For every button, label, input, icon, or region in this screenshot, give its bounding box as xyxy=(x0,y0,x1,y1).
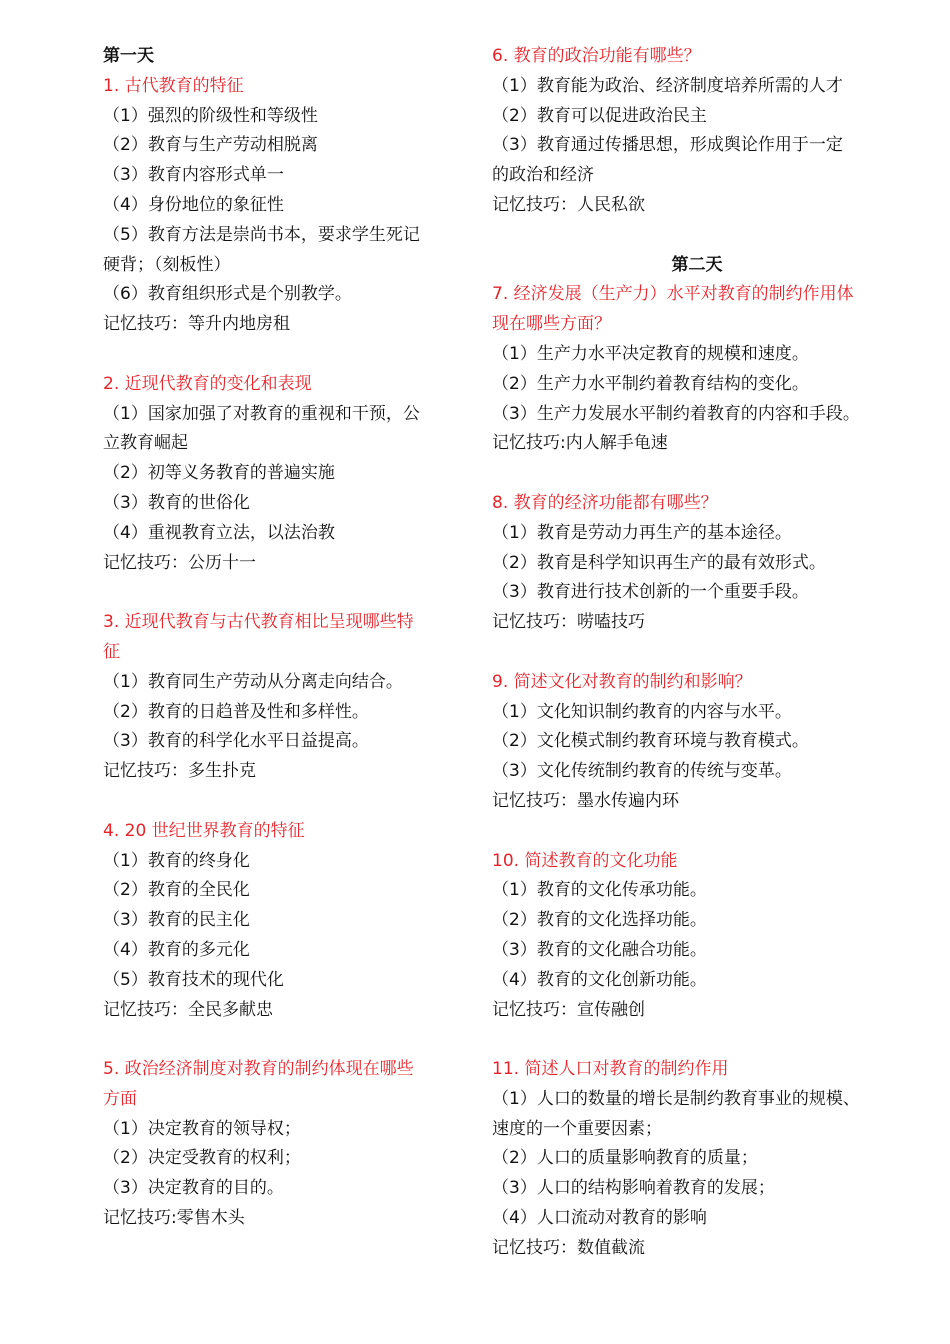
answer-line: （2）教育的日趋普及性和多样性。 xyxy=(103,701,369,722)
answer-line: （2）教育是科学知识再生产的最有效形式。 xyxy=(492,552,826,573)
question-heading: 4. 20 世纪世界教育的特征 xyxy=(103,820,305,841)
answer-line: （1）强烈的阶级性和等级性 xyxy=(103,105,318,126)
answer-line: （3）教育进行技术创新的一个重要手段。 xyxy=(492,582,809,603)
answer-line: （3）教育的世俗化 xyxy=(103,492,250,513)
answer-line: （3）文化传统制约教育的传统与变革。 xyxy=(492,761,792,782)
answer-line: 记忆技巧：墨水传遍内环 xyxy=(492,790,679,811)
answer-line: （1）生产力水平决定教育的规模和速度。 xyxy=(492,343,809,364)
answer-line: 立教育崛起 xyxy=(103,433,188,454)
answer-line: （2）初等义务教育的普遍实施 xyxy=(103,463,335,484)
answer-line: 记忆技巧：多生扑克 xyxy=(103,761,256,782)
answer-line: （1）教育的终身化 xyxy=(103,850,250,871)
answer-line: （6）教育组织形式是个别教学。 xyxy=(103,284,352,305)
answer-line: （1）教育是劳动力再生产的基本途径。 xyxy=(492,522,792,543)
answer-line: （4）教育的多元化 xyxy=(103,939,250,960)
answer-line: （2）教育可以促进政治民主 xyxy=(492,105,707,126)
answer-line: （1）教育同生产劳动从分离走向结合。 xyxy=(103,671,403,692)
left-column xyxy=(103,42,465,1234)
answer-line: （3）教育的科学化水平日益提高。 xyxy=(103,731,369,752)
answer-line: （3）教育的民主化 xyxy=(103,910,250,931)
spacer xyxy=(103,1025,465,1055)
answer-line: 记忆技巧：人民私欲 xyxy=(492,194,645,215)
spacer xyxy=(492,459,902,489)
question-heading: 5. 政治经济制度对教育的制约体现在哪些 xyxy=(103,1059,414,1080)
question-heading: 2. 近现代教育的变化和表现 xyxy=(103,373,312,394)
answer-line: （2）教育的全民化 xyxy=(103,880,250,901)
answer-line: 速度的一个重要因素； xyxy=(492,1118,662,1139)
question-heading: 3. 近现代教育与古代教育相比呈现哪些特 xyxy=(103,612,414,633)
answer-line: 记忆技巧：数值截流 xyxy=(492,1237,645,1258)
answer-line: （3）教育内容形式单一 xyxy=(103,165,284,186)
answer-line: （2）生产力水平制约着教育结构的变化。 xyxy=(492,373,809,394)
answer-line: （2）决定受教育的权利； xyxy=(103,1148,301,1169)
answer-line: 记忆技巧：等升内地房租 xyxy=(103,314,290,335)
answer-line: （2）文化模式制约教育环境与教育模式。 xyxy=(492,731,809,752)
answer-line: （5）教育技术的现代化 xyxy=(103,969,284,990)
question-heading: 8. 教育的经济功能都有哪些？ xyxy=(492,492,718,513)
answer-line: （4）人口流动对教育的影响 xyxy=(492,1208,707,1229)
question-heading: 7. 经济发展（生产力）水平对教育的制约作用体 xyxy=(492,284,854,305)
right-column xyxy=(492,42,902,1264)
answer-line: 记忆技巧:内人解手龟速 xyxy=(492,433,668,454)
answer-line: 记忆技巧：唠嗑技巧 xyxy=(492,612,645,633)
answer-line: 的政治和经济 xyxy=(492,165,594,186)
answer-line: 记忆技巧：公历十一 xyxy=(103,552,256,573)
answer-line: 硬背；（刻板性） xyxy=(103,254,231,275)
spacer xyxy=(492,817,902,847)
answer-line: （1）教育的文化传承功能。 xyxy=(492,880,707,901)
answer-line: （1）教育能为政治、经济制度培养所需的人才 xyxy=(492,75,843,96)
spacer xyxy=(103,787,465,817)
answer-line: （1）人口的数量的增长是制约教育事业的规模、 xyxy=(492,1088,860,1109)
answer-line: （3）教育的文化融合功能。 xyxy=(492,939,707,960)
answer-line: 记忆技巧:零售木头 xyxy=(103,1208,245,1229)
spacer xyxy=(492,1025,902,1055)
question-heading: 10. 简述教育的文化功能 xyxy=(492,850,678,871)
answer-line: （1）决定教育的领导权； xyxy=(103,1118,301,1139)
answer-line: （2）人口的质量影响教育的质量； xyxy=(492,1148,758,1169)
answer-line: （3）决定教育的目的。 xyxy=(103,1178,284,1199)
answer-line: （2）教育的文化选择功能。 xyxy=(492,910,707,931)
answer-line: （4）身份地位的象征性 xyxy=(103,194,284,215)
spacer xyxy=(492,638,902,668)
question-heading: 征 xyxy=(103,641,120,662)
answer-line: （3）生产力发展水平制约着教育的内容和手段。 xyxy=(492,403,860,424)
answer-line: （1）文化知识制约教育的内容与水平。 xyxy=(492,701,792,722)
spacer xyxy=(103,340,465,370)
question-heading: 现在哪些方面？ xyxy=(492,314,611,335)
day-heading: 第二天 xyxy=(671,254,723,275)
answer-line: （5）教育方法是崇尚书本，要求学生死记 xyxy=(103,224,420,245)
question-heading: 方面 xyxy=(103,1088,137,1109)
answer-line: （3）教育通过传播思想，形成舆论作用于一定 xyxy=(492,135,843,156)
question-heading: 6. 教育的政治功能有哪些？ xyxy=(492,46,701,66)
answer-line: （4）重视教育立法，以法治教 xyxy=(103,522,335,543)
spacer xyxy=(492,221,902,251)
day-heading: 第一天 xyxy=(103,46,154,66)
answer-line: （1）国家加强了对教育的重视和干预，公 xyxy=(103,403,420,424)
question-heading: 1. 古代教育的特征 xyxy=(103,75,244,96)
answer-line: （4）教育的文化创新功能。 xyxy=(492,969,707,990)
answer-line: （3）人口的结构影响着教育的发展； xyxy=(492,1178,775,1199)
question-heading: 11. 简述人口对教育的制约作用 xyxy=(492,1059,729,1080)
spacer xyxy=(103,578,465,608)
answer-line: 记忆技巧：宣传融创 xyxy=(492,999,645,1020)
question-heading: 9. 简述文化对教育的制约和影响？ xyxy=(492,671,752,692)
answer-line: 记忆技巧：全民多献忠 xyxy=(103,999,273,1020)
answer-line: （2）教育与生产劳动相脱离 xyxy=(103,135,318,156)
